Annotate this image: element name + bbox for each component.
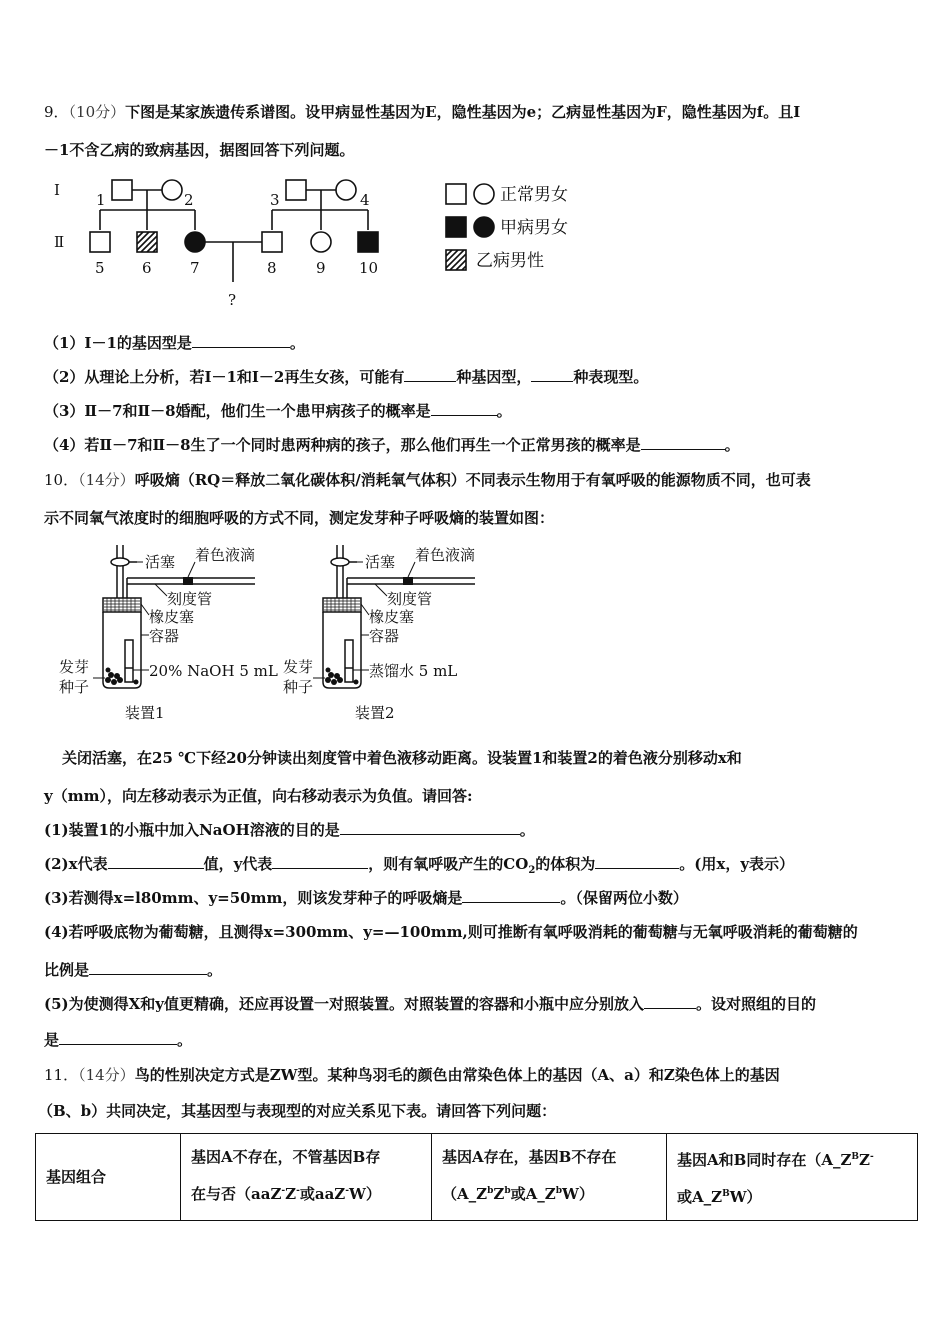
label-droplet-1: 着色液滴 (195, 546, 256, 564)
pedigree-id-6: 6 (142, 259, 152, 277)
answer-blank[interactable] (462, 888, 560, 903)
label-apparatus-2: 装置2 (355, 704, 395, 722)
pedigree-individual-9 (311, 232, 331, 252)
label-stopcock-2: 活塞 (365, 553, 396, 571)
q10-stem-2: 示不同氧气浓度时的细胞呼吸的方式不同，测定发芽种子呼吸熵的装置如图： (44, 509, 555, 527)
answer-blank[interactable] (641, 435, 725, 450)
pedigree-id-8: 8 (267, 259, 277, 277)
cell-sup: - (281, 1186, 286, 1196)
answer-blank[interactable] (595, 854, 679, 869)
pedigree-individual-1 (112, 180, 132, 200)
legend-normal-female-icon (474, 184, 494, 204)
genotype-table (35, 1133, 918, 1221)
answer-blank[interactable] (404, 367, 456, 382)
table-cell-a-and-b (667, 1134, 918, 1221)
legend-label-normal: 正常男女 (500, 185, 568, 205)
q10-score: （14分） (78, 471, 135, 489)
pedigree-individual-2 (162, 180, 182, 200)
table-header-cell: 基因组合 (36, 1134, 181, 1221)
cell-frag: Z (859, 1151, 870, 1169)
q9-sub2-end: 种表现型。 (573, 368, 649, 386)
label-seed-2a: 发芽 (283, 658, 314, 676)
cell-text-2 (677, 1177, 907, 1214)
droplet-2 (403, 577, 413, 585)
pedigree-id-7: 7 (190, 259, 200, 277)
q10-sub5-mid: 。设对照组的目的 (696, 995, 817, 1013)
legend-affected-female-icon (474, 217, 494, 237)
q11-stem-2: （B、b）共同决定，其基因型与表现型的对应关系见下表。请回答下列问题： (38, 1102, 557, 1120)
q10-sub5-end: 。 (177, 1031, 193, 1049)
cell-text: 基因A存在，基因B不存在 (442, 1148, 617, 1166)
answer-blank[interactable] (531, 367, 573, 382)
q9-sub1-end: 。 (289, 334, 305, 352)
q10-sub3 (44, 888, 688, 908)
cell-sup: - (296, 1186, 300, 1196)
q10-number: 10． (44, 471, 79, 489)
cell-sup: - (869, 1152, 874, 1162)
label-stopcock-1: 活塞 (145, 553, 176, 571)
q10-sub2-mid: 值，y代表 (203, 855, 273, 873)
q10-sub1-end: 。 (519, 821, 535, 839)
cell-text: 基因A不存在，不管基因B存 (191, 1148, 381, 1166)
label-seed-1b: 种子 (59, 678, 90, 696)
label-seed-1a: 发芽 (59, 658, 90, 676)
q10-sub2-co2: ，则有氧呼吸产生的CO (368, 855, 529, 873)
cell-text-2 (442, 1174, 656, 1211)
q9-stem-2: －1不含乙病的致病基因，据图回答下列问题。 (44, 141, 355, 159)
q9-sub2 (44, 367, 648, 387)
table-row (36, 1134, 918, 1221)
q10-sub5-cont (44, 1030, 192, 1050)
label-droplet-2: 着色液滴 (415, 546, 476, 564)
q10-sub5 (44, 994, 816, 1014)
q10-sub2-end: 。(用x，y表示） (679, 855, 795, 873)
answer-blank[interactable] (431, 401, 497, 416)
label-liquid-1: 20% NaOH 5 mL (149, 662, 278, 680)
answer-blank[interactable] (108, 854, 204, 869)
q11-stem-1: 鸟的性别决定方式是ZW型。某种鸟羽毛的颜色由常染色体上的基因（A、a）和Z染色体上的基因 (134, 1066, 780, 1084)
pedigree-individual-7 (185, 232, 205, 252)
pedigree-chart (50, 170, 590, 315)
q9-score: （10分） (68, 103, 126, 121)
q10-sub2-vol: 的体积为 (535, 855, 596, 873)
q11-line1 (44, 1065, 780, 1085)
pedigree-individual-4 (336, 180, 356, 200)
label-tube-1: 刻度管 (167, 590, 213, 608)
answer-blank[interactable] (340, 820, 520, 835)
q10-sub1-text: (1)装置1的小瓶中加入NaOH溶液的目的是 (44, 821, 340, 839)
generation-label-1: Ⅰ (54, 181, 60, 199)
label-stopper-1: 橡皮塞 (149, 608, 195, 626)
cell-frag: 或A_Z (677, 1188, 723, 1206)
cell-sup: - (345, 1186, 349, 1196)
cell-frag: 基因A和B同时存在（A_Z (677, 1151, 852, 1169)
label-stopper-2: 橡皮塞 (369, 608, 415, 626)
q9-sub3-text: （3）Ⅱ－7和Ⅱ－8婚配，他们生一个患甲病孩子的概率是 (44, 402, 431, 420)
cell-sup: b (504, 1186, 511, 1196)
q10-para-2: y（mm），向左移动表示为正值，向右移动表示为负值。请回答: (44, 787, 473, 805)
q9-line1 (44, 102, 800, 122)
answer-blank[interactable] (89, 960, 207, 975)
cell-frag: 在与否（aaZ (191, 1185, 282, 1203)
q9-sub4-text: （4）若Ⅱ－7和Ⅱ－8生了一个同时患两种病的孩子，那么他们再生一个正常男孩的概率是 (44, 436, 641, 454)
q10-sub4: (4)若呼吸底物为葡萄糖，且测得x=300mm、y=—100mm,则可推断有氧呼吸消耗的葡萄糖与无氧呼吸消耗的葡萄糖的 (44, 923, 858, 941)
cell-sup: b (555, 1186, 563, 1196)
label-container-1: 容器 (149, 627, 180, 645)
q10-sub3-end: 。（保留两位小数） (560, 889, 688, 907)
cell-frag: W） (562, 1185, 594, 1203)
q9-sub2-mid: 种基因型， (456, 368, 532, 386)
q10-sub2-subscript: 2 (528, 865, 536, 876)
answer-blank[interactable] (192, 333, 290, 348)
q9-sub3 (44, 401, 512, 421)
cell-frag: 或A_Z (510, 1185, 556, 1203)
q10-sub2 (44, 854, 794, 881)
label-liquid-2: 蒸馏水 5 mL (369, 662, 458, 680)
q9-sub2-text: （2）从理论上分析，若Ⅰ－1和Ⅰ－2再生女孩，可能有 (44, 368, 405, 386)
answer-blank[interactable] (644, 994, 696, 1009)
q10-sub5-text: (5)为使测得X和y值更精确，还应再设置一对照装置。对照装置的容器和小瓶中应分别放入 (44, 995, 644, 1013)
generation-label-2: Ⅱ (54, 233, 65, 251)
respiration-apparatus (55, 540, 495, 725)
pedigree-id-1: 1 (96, 191, 106, 209)
table-cell-a-no-b (432, 1134, 667, 1221)
q10-sub1 (44, 820, 535, 840)
cell-frag: 或aaZ (299, 1185, 346, 1203)
cell-frag: Z (493, 1185, 505, 1203)
q11-number: 11． (44, 1066, 79, 1084)
legend-label-disease-b: 乙病男性 (476, 251, 544, 271)
pedigree-individual-8 (262, 232, 282, 252)
answer-blank[interactable] (59, 1030, 177, 1045)
pedigree-id-3: 3 (270, 191, 280, 209)
pedigree-unknown-child: ? (228, 291, 237, 309)
q9-stem-1: 下图是某家族遗传系谱图。设甲病显性基因为E，隐性基因为e；乙病显性基因为F，隐性基因为f。且Ⅰ (125, 103, 801, 121)
legend-label-disease-a: 甲病男女 (500, 218, 568, 238)
cell-sup: B (722, 1189, 730, 1199)
cell-frag: W） (348, 1185, 381, 1203)
q9-number: 9． (44, 103, 69, 121)
q10-sub4-cont (44, 960, 222, 980)
q10-sub5-shi: 是 (44, 1031, 60, 1049)
label-container-2: 容器 (369, 627, 400, 645)
cell-text (677, 1140, 907, 1177)
droplet-1 (183, 577, 193, 585)
legend-normal-male-icon (446, 184, 466, 204)
legend-affected-male-icon (446, 217, 466, 237)
pedigree-individual-3 (286, 180, 306, 200)
q10-para-1: 关闭活塞，在25 ℃下经20分钟读出刻度管中着色液移动距离。设装置1和装置2的着色液分别移动x和 (62, 749, 742, 767)
q10-sub4-ratio: 比例是 (44, 961, 90, 979)
cell-frag: （A_Z (442, 1185, 488, 1203)
q9-sub4-end: 。 (724, 436, 740, 454)
cell-text-2 (191, 1174, 421, 1211)
q10-sub3-text: (3)若测得x=l80mm、y=50mm，则该发芽种子的呼吸熵是 (44, 889, 463, 907)
label-tube-2: 刻度管 (387, 590, 433, 608)
label-seed-2b: 种子 (283, 678, 314, 696)
cell-sup: b (487, 1186, 494, 1196)
pedigree-id-10: 10 (359, 259, 379, 277)
q10-sub4-end: 。 (207, 961, 223, 979)
pedigree-individual-5 (90, 232, 110, 252)
q11-score: （14分） (78, 1066, 135, 1084)
pedigree-id-2: 2 (184, 191, 194, 209)
cell-sup: B (851, 1152, 860, 1162)
pedigree-id-5: 5 (95, 259, 105, 277)
q9-sub3-end: 。 (496, 402, 512, 420)
pedigree-individual-10 (358, 232, 378, 252)
pedigree-id-9: 9 (316, 259, 326, 277)
q10-stem-1: 呼吸熵（RQ＝释放二氧化碳体积/消耗氧气体积）不同表示生物用于有氧呼吸的能源物质不同，也可表 (134, 471, 811, 489)
q10-line1 (44, 470, 811, 490)
cell-frag: Z (285, 1185, 297, 1203)
pedigree-id-4: 4 (360, 191, 370, 209)
table-cell-no-a (181, 1134, 432, 1221)
q9-sub4 (44, 435, 740, 455)
label-apparatus-1: 装置1 (125, 704, 165, 722)
cell-frag: W） (729, 1188, 762, 1206)
q9-sub1-text: （1）Ⅰ－1的基因型是 (44, 334, 192, 352)
q9-sub1 (44, 333, 305, 353)
answer-blank[interactable] (272, 854, 368, 869)
q10-sub2-text: (2)x代表 (44, 855, 108, 873)
